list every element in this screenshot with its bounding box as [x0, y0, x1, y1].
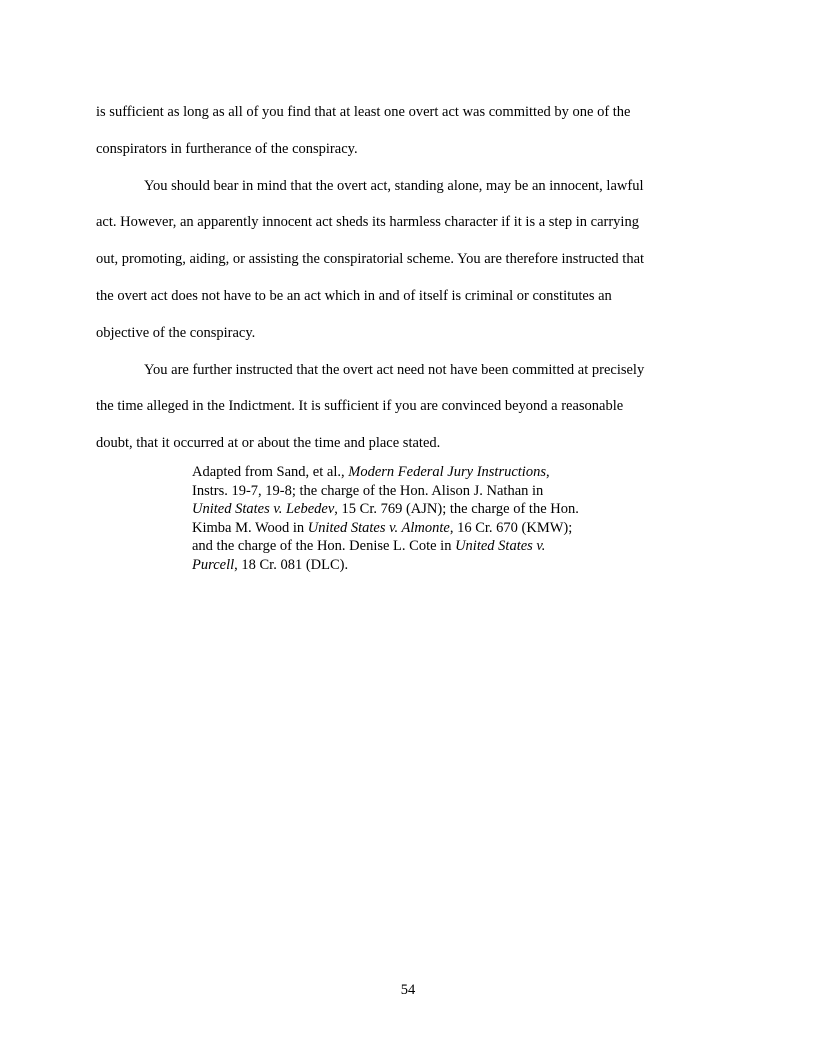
citation-text: , 18 Cr. 081 (DLC).	[234, 556, 349, 573]
body-line: You are further instructed that the overt act need not have been committed at precisely	[144, 361, 645, 378]
citation-line	[192, 519, 632, 538]
citation-text: Kimba M. Wood in	[192, 519, 308, 536]
body-line: You should bear in mind that the overt act, standing alone, may be an innocent, lawful	[144, 177, 644, 194]
body-line: doubt, that it occurred at or about the time and place stated.	[96, 435, 441, 452]
case-name: United States v.	[455, 538, 546, 555]
citation-text: ,	[545, 464, 550, 480]
body-line: out, promoting, aiding, or assisting the conspiratorial scheme. You are therefore instructed that	[96, 251, 645, 268]
citation-block	[192, 463, 632, 575]
body-line: conspirators in furtherance of the conspiracy.	[96, 140, 358, 157]
case-name: Purcell	[192, 556, 235, 573]
citation-line	[192, 556, 632, 575]
case-name: United States v. Almonte	[307, 519, 450, 536]
body-line: objective of the conspiracy.	[96, 324, 256, 341]
citation-line	[192, 500, 632, 519]
citation-line	[192, 537, 632, 556]
body-text	[96, 94, 716, 462]
body-line: is sufficient as long as all of you find that at least one overt act was committed by one of the	[96, 104, 631, 120]
body-line: act. However, an apparently innocent act sheds its harmless character if it is a step in carrying	[96, 214, 639, 231]
citation-text: Instrs. 19-7, 19-8; the charge of the Hon. Alison J. Nathan in	[192, 482, 544, 499]
citation-text: and the charge of the Hon. Denise L. Cote in	[192, 538, 456, 555]
citation-text: Adapted from Sand, et al.,	[192, 464, 349, 480]
case-name: United States v. Lebedev	[192, 501, 335, 518]
citation-line	[192, 463, 632, 482]
citation-text: , 16 Cr. 670 (KMW);	[449, 519, 573, 536]
body-line: the overt act does not have to be an act which in and of itself is criminal or constitutes an	[96, 287, 612, 304]
page-number: 54	[400, 982, 416, 998]
citation-text: , 15 Cr. 769 (AJN); the charge of the Hon.	[334, 501, 579, 518]
citation-title: Modern Federal Jury Instructions	[348, 464, 546, 480]
citation-line	[192, 482, 632, 501]
body-line: the time alleged in the Indictment. It is sufficient if you are convinced beyond a reasonable	[96, 398, 624, 415]
